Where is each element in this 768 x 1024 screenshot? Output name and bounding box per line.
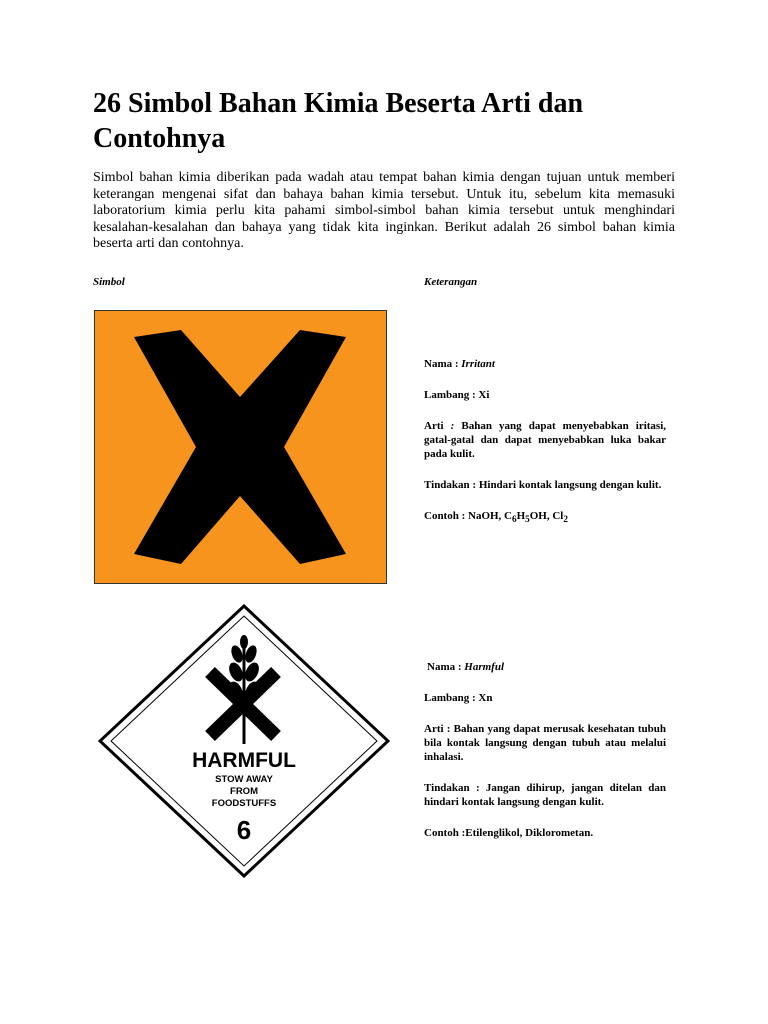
entry-lambang: Lambang : Xn [424,692,493,704]
entry-contoh: Contoh :Etilenglikol, Diklorometan. [424,827,594,839]
placard-class-number: 6 [236,815,252,845]
column-header-keterangan: Keterangan [424,276,478,288]
entry-nama: Nama : Harmful [427,661,505,673]
entry-arti: Arti : Bahan yang dapat menyebabkan iritasi, gatal-gatal dan dapat menyebabkan luka bakar pada kulit. [424,420,667,460]
entry-arti: Arti : Bahan yang dapat merusak kesehatan tubuh bila kontak langsung dengan tubuh atau melalui inhalasi. [424,723,666,763]
entry-irritant [424,357,666,543]
intro-paragraph: Simbol bahan kimia diberikan pada wadah atau tempat bahan kimia dengan tujuan untuk memberi keterangan mengenai sifat dan bahaya bahan kimia tersebut. Untuk itu, sebelum kita memasuki laboratorium kimia perlu kita pahami simbol-simbol bahan kimia tersebut untuk menghindari kesalahan-kesalahan dan bahaya yang tidak kita inginkan. Berikut adalah 26 simbol bahan kimia beserta arti dan contohnya. [93,170,675,252]
placard-line3: FOODSTUFFS [211,798,277,809]
irritant-symbol [94,310,387,584]
entry-harmful [424,660,666,857]
entry-lambang: Lambang : Xi [424,389,490,401]
entry-contoh: Contoh : NaOH, $C_6H_5OH$, $Cl_2$ [424,510,568,525]
placard-line2: FROM [230,786,258,797]
entry-nama: Nama : Irritant [424,358,495,370]
harmful-placard-icon [98,604,390,878]
placard-line1: STOW AWAY [215,774,273,785]
entry-tindakan: Tindakan : Hindari kontak langsung dengan kulit. [424,479,662,491]
harmful-symbol [98,604,390,878]
irritant-x-icon [94,310,387,584]
page-title: 26 Simbol Bahan Kimia Beserta Arti dan Contohnya [93,88,584,154]
entry-nama-value: Harmful [464,661,505,673]
column-header-simbol: Simbol [93,276,125,288]
entry-nama-value: Irritant [461,358,495,370]
placard-title: HARMFUL [192,749,296,772]
entry-tindakan: Tindakan : Jangan dihirup, jangan ditelan dan hindari kontak langsung dengan kulit. [424,782,666,808]
